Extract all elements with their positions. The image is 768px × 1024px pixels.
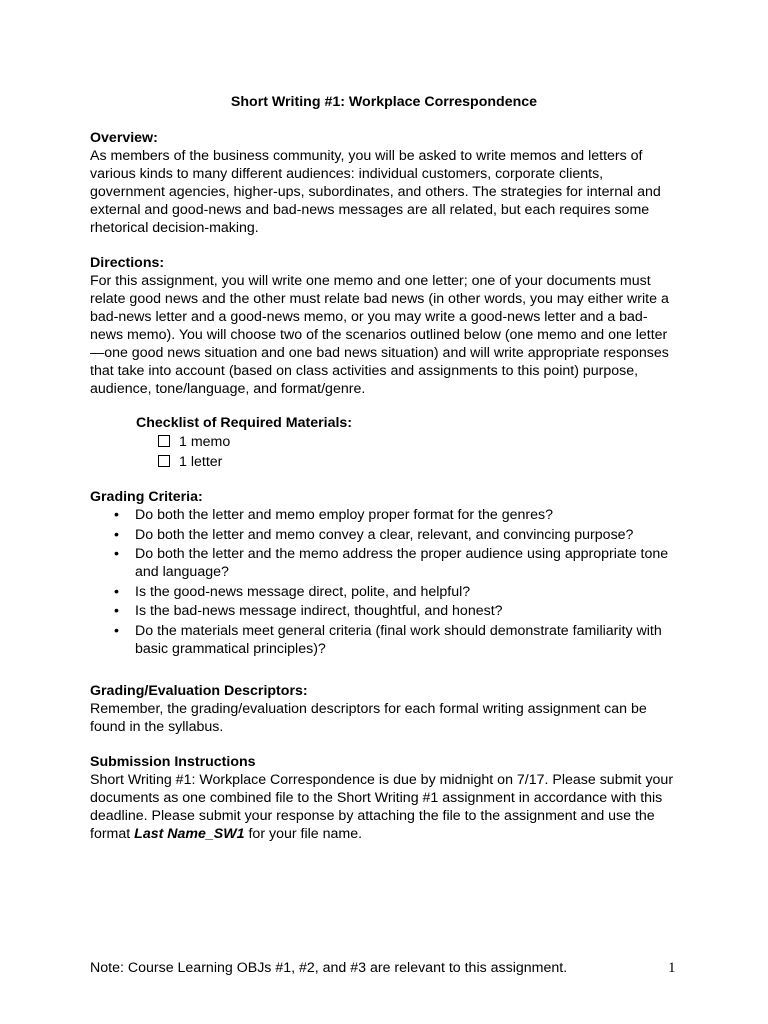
criterion-text: Do both the letter and memo convey a clear, relevant, and convincing purpose? — [135, 526, 634, 543]
directions-section — [90, 254, 680, 398]
checkbox-icon — [158, 435, 170, 447]
list-item — [90, 526, 680, 544]
directions-text: For this assignment, you will write one memo and one letter; one of your documents must relate good news and the other must relate bad news (in other words, you may either write a bad-news letter and a good-news memo, or you may write a good-news letter and a bad-news memo). You will choose two of the scenarios outlined below (one memo and one letter—one good news situation and one bad news situation) and will write appropriate responses that take into account (based on class activities and assignments to this point) purpose, audience, tone/language, and format/genre. — [90, 273, 669, 397]
submission-text — [90, 771, 680, 843]
descriptors-text: Remember, the grading/evaluation descriptors for each formal writing assignment can be found in the syllabus. — [90, 701, 647, 735]
criterion-text: Do both the letter and memo employ proper format for the genres? — [135, 507, 553, 523]
checklist-item — [158, 433, 536, 452]
list-item — [90, 545, 680, 581]
list-item — [90, 602, 680, 620]
grading-criteria-list — [90, 506, 680, 658]
checklist-item-label: 1 memo — [179, 434, 231, 450]
criterion-text: Is the bad-news message indirect, thoughtful, and honest? — [135, 603, 503, 619]
bullet-icon: • — [114, 583, 119, 600]
checklist-item-label: 1 letter — [179, 454, 223, 470]
bullet-icon: • — [114, 526, 119, 543]
submission-text-start: Short Writing #1: Workplace Correspondence is due by midnight on 7/17. Please submit your documents as one combined file to the Short Writing #1 assignment in accordance with this deadline. Please submit your response by attaching the file to the assignment and use the format — [90, 772, 674, 842]
filename-format: Last Name_SW1 — [134, 826, 245, 842]
descriptors-section — [90, 682, 680, 736]
criterion-text: Is the good-news message direct, polite, and helpful? — [135, 583, 471, 600]
bullet-icon: • — [114, 603, 119, 619]
document-title: Short Writing #1: Workplace Correspondence — [230, 94, 538, 110]
overview-text: As members of the business community, you will be asked to write memos and letters of various kinds to many different audiences: individual customers, corporate clients, government agencies, higher-ups, subordinates, and others. The strategies for internal and external and good-news and bad-news messages are all related, but each requires some rhetorical decision-making. — [90, 148, 661, 236]
bullet-icon: • — [114, 507, 119, 523]
criterion-text: Do both the letter and the memo address the proper audience using appropriate tone and language? — [135, 546, 669, 580]
list-item — [90, 583, 680, 601]
list-item — [90, 506, 680, 524]
grading-heading: Grading Criteria: — [90, 489, 203, 505]
submission-section — [90, 753, 680, 843]
grading-section — [90, 488, 680, 659]
checklist-heading: Checklist of Required Materials: — [136, 415, 353, 431]
submission-heading: Submission Instructions — [90, 754, 256, 770]
checklist-section — [136, 414, 536, 472]
bullet-icon: • — [114, 622, 119, 639]
descriptors-heading: Grading/Evaluation Descriptors: — [90, 683, 308, 699]
submission-text-end: for your file name. — [244, 826, 363, 842]
overview-heading: Overview: — [90, 130, 158, 146]
checkbox-icon — [158, 455, 170, 467]
list-item — [90, 622, 680, 658]
page-number: 1 — [668, 960, 676, 976]
checklist-item — [158, 453, 536, 472]
footer-note: Note: Course Learning OBJs #1, #2, and #3 are relevant to this assignment. — [90, 960, 568, 976]
criterion-text: Do the materials meet general criteria (final work should demonstrate familiarity with basic grammatical principles)? — [135, 622, 662, 657]
overview-section — [90, 129, 680, 237]
bullet-icon: • — [114, 546, 119, 562]
directions-heading: Directions: — [90, 255, 165, 271]
